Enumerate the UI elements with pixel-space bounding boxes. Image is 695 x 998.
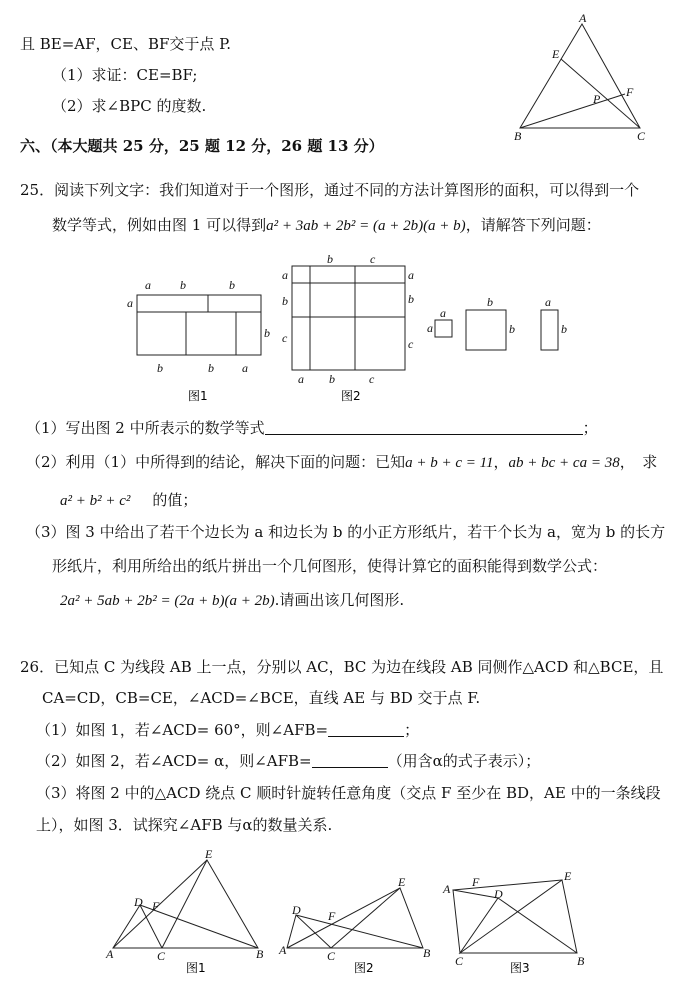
f263-caption: 图3 [510, 961, 530, 975]
label-c-vertex: C [637, 129, 646, 143]
fig2-label-right-a: a [408, 268, 414, 282]
problem-25-intro-line2: 数学等式，例如由图 1 可以得到a² + 3ab + 2b² = (a + 2b)(a + b)，请解答下列问题： [52, 216, 601, 234]
fig2-label-right-b: b [408, 292, 414, 306]
fig2-label-bottom-c: c [369, 372, 375, 386]
problem-26-question-2: （2）如图 2，若∠ACD= α，则∠AFB= （用含α的式子表示）； [36, 752, 541, 770]
f261-caption: 图1 [186, 961, 206, 975]
problem-26-intro-line2: CA=CD，CB=CE，∠ACD=∠BCE，直线 AE 与 BD 交于点 F. [42, 689, 481, 707]
piece-rect-right: b [561, 322, 567, 336]
f261-label-d: D [134, 895, 143, 909]
label-a-vertex: A [579, 11, 587, 25]
fig1-label-top-b2: b [229, 278, 235, 292]
fig1-label-top-a: a [145, 278, 151, 292]
condition-sum: a + b + c = 11 [405, 455, 494, 471]
prev-question-1: （1）求证：CE=BF; [52, 66, 198, 84]
label-e-point: E [552, 47, 560, 61]
piece-rect-top: a [545, 295, 551, 309]
f262-label-f: F [328, 909, 336, 923]
f262-caption: 图2 [354, 961, 374, 975]
fig2-label-right-c: c [408, 337, 414, 351]
problem-25-intro-line1: 25．阅读下列文字：我们知道对于一个图形，通过不同的方法计算图形的面积，可以得到一个 [20, 181, 640, 199]
piece-a-top: a [440, 306, 446, 320]
rect-ab-piece [541, 310, 558, 350]
problem-25-question-2-expr: a² + b² + c² 的值； [60, 491, 198, 509]
fig2-label-left-a: a [282, 268, 288, 282]
fig2-label-top-c: c [370, 252, 376, 266]
problem-25-question-3-line3: 2a² + 5ab + 2b² = (2a + b)(a + 2b).请画出该几何图形. [60, 591, 405, 609]
fig2-caption: 图2 [341, 389, 361, 403]
problem-26-question-3-line1: （3）将图 2 中的△ACD 绕点 C 顺时针旋转任意角度（交点 F 至少在 BD，AE 中的一条线段 [36, 784, 661, 802]
problem-25-question-1: （1）写出图 2 中所表示的数学等式 ； [26, 419, 598, 437]
label-f-point: F [626, 85, 634, 99]
label-b-vertex: B [514, 129, 522, 143]
problem-25-question-3-line1: （3）图 3 中给出了若干个边长为 a 和边长为 b 的小正方形纸片，若干个长为 a，宽为 b 的长方 [26, 523, 666, 541]
problem-25-question-2: （2）利用（1）中所得到的结论，解决下面的问题：已知a + b + c = 11，ab + bc + ca = 38， 求 [26, 453, 658, 471]
problem-26-question-3-line2: 上），如图 3．试探究∠AFB 与α的数量关系. [36, 816, 333, 834]
label-p-point: P [593, 92, 601, 106]
fig2-label-bottom-b: b [329, 372, 335, 386]
fig1-label-bottom-a: a [242, 361, 248, 375]
problem-25-question-3-line2: 形纸片，利用所给出的纸片拼出一个几何图形，使得计算它的面积能得到数学公式： [52, 557, 608, 575]
f263-label-e: E [564, 869, 572, 883]
piece-b-top: b [487, 295, 493, 309]
f262-label-a: A [279, 943, 287, 957]
condition-products: ab + bc + ca = 38 [508, 455, 620, 471]
prev-problem-line1: 且 BE=AF，CE、BF交于点 P. [20, 35, 231, 53]
f261-label-c: C [157, 949, 166, 963]
f261-label-e: E [205, 847, 213, 861]
fig2-label-bottom-a: a [298, 372, 304, 386]
target-expression: a² + b² + c² [60, 493, 131, 509]
figure-25-1 [137, 295, 261, 355]
fig1-label-bottom-b2: b [208, 361, 214, 375]
prev-question-2: （2）求∠BPC 的度数. [52, 97, 207, 115]
problem-26-intro-line1: 26．已知点 C 为线段 AB 上一点，分别以 AC，BC 为边在线段 AB 同侧作△ACD 和△BCE，且 [20, 658, 664, 676]
f262-label-b: B [423, 946, 431, 960]
f263-label-f: F [472, 875, 480, 889]
f263-label-b: B [577, 954, 585, 968]
f263-label-d: D [494, 887, 503, 901]
square-a-piece [435, 320, 452, 337]
piece-a-left: a [427, 321, 433, 335]
f262-label-c: C [327, 949, 336, 963]
f263-label-a: A [443, 882, 451, 896]
fig2-label-top-b: b [327, 252, 333, 266]
fig1-label-left-a: a [127, 296, 133, 310]
fig1-label-right-b: b [264, 326, 270, 340]
f261-label-a: A [106, 947, 114, 961]
section-heading: 六、（本大题共 25 分，25 题 12 分，26 题 13 分） [20, 137, 384, 155]
f263-label-c: C [455, 954, 464, 968]
fig1-caption: 图1 [188, 389, 208, 403]
triangle-abc-figure [520, 24, 640, 128]
f262-label-d: D [292, 903, 301, 917]
example-formula: a² + 3ab + 2b² = (a + 2b)(a + b) [266, 218, 466, 234]
f262-label-e: E [398, 875, 406, 889]
f261-label-f: F [152, 899, 160, 913]
figure-26-3 [453, 880, 577, 953]
figure-26-2 [287, 888, 423, 948]
fig1-label-bottom-b1: b [157, 361, 163, 375]
problem-26-question-1: （1）如图 1，若∠ACD= 60°，则∠AFB= ； [36, 721, 420, 739]
piece-b-right: b [509, 322, 515, 336]
fig1-label-top-b1: b [180, 278, 186, 292]
target-formula: 2a² + 5ab + 2b² = (2a + b)(a + 2b) [60, 593, 275, 609]
fig2-label-left-c: c [282, 331, 288, 345]
fig2-label-left-b: b [282, 294, 288, 308]
square-b-piece [466, 310, 506, 350]
f261-label-b: B [256, 947, 264, 961]
figure-25-2 [292, 266, 405, 370]
